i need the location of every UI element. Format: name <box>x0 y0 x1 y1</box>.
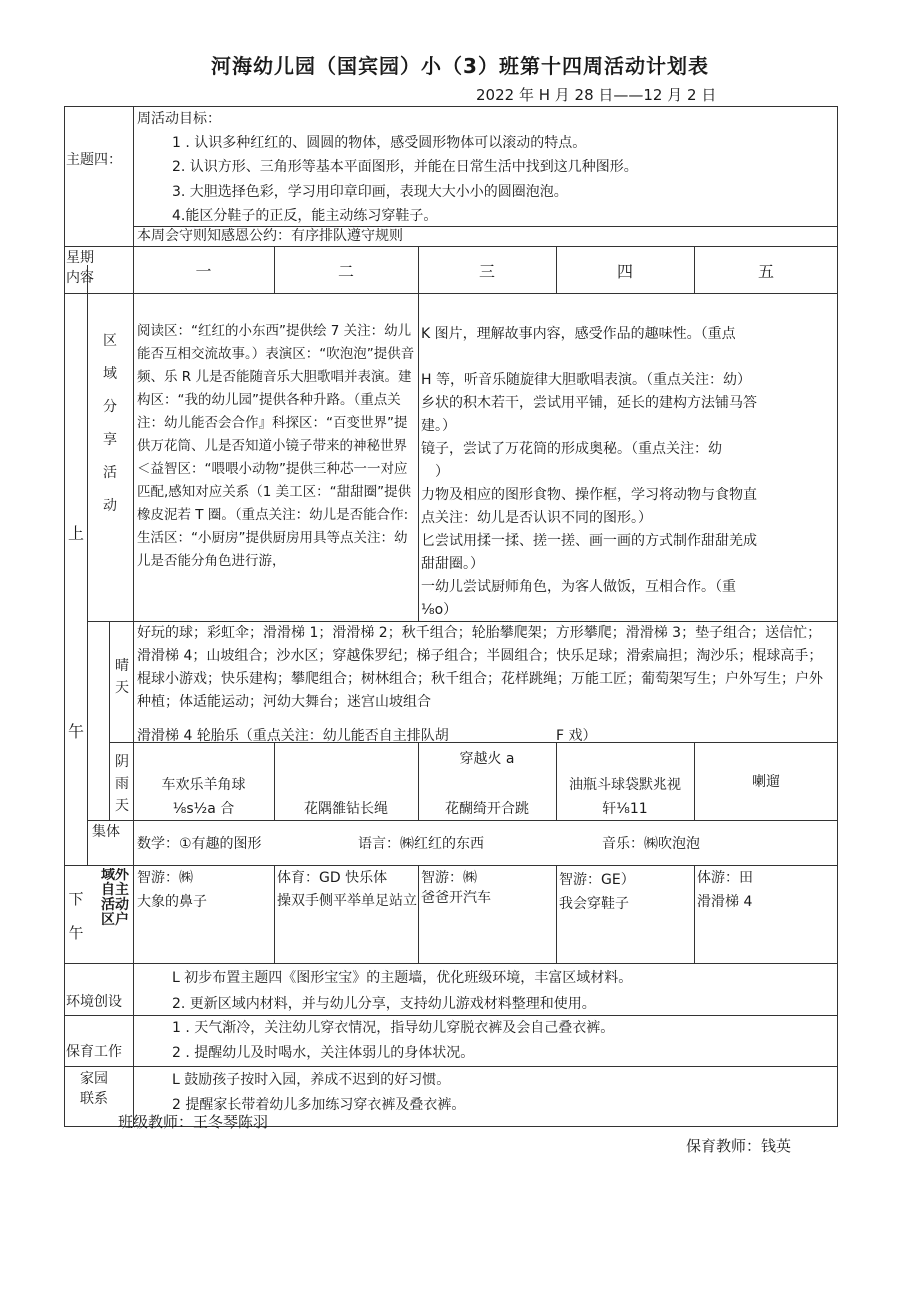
goal-item: 3. 大胆选择色彩，学习用印章印画，表现大大小小的圆圈泡泡。 <box>172 184 568 200</box>
afternoon-fri-2: 滑滑梯 4 <box>697 894 753 910</box>
rainy-thu-1: 油瓶斗球袋默兆视 <box>569 777 681 793</box>
group-music: 音乐：㈱吹泡泡 <box>602 836 700 852</box>
goal-item: 4.能区分鞋子的正反，能主动练习穿鞋子。 <box>172 208 438 224</box>
care-teacher: 保育教师：钱英 <box>686 1137 792 1155</box>
rainy-thu-2: 轩⅛11 <box>602 801 648 817</box>
morning-label-2: 午 <box>68 722 85 741</box>
environment-item: 2. 更新区域内材料，并与幼儿分享，支持幼儿游戏材料整理和使用。 <box>172 996 596 1012</box>
care-item: 2 . 提醒幼儿及时喝水，关注体弱儿的身体状况。 <box>172 1045 475 1061</box>
afternoon-thu-2: 我会穿鞋子 <box>559 896 629 912</box>
rainy-label: 阴 雨 天 <box>115 754 129 814</box>
environment-label: 环境创设 <box>66 994 122 1010</box>
date-range: 2022 年 H 月 28 日——12 月 2 日 <box>476 86 717 104</box>
rainy-tue-2: 花隅雒钻长绳 <box>304 801 388 817</box>
afternoon-wed-1: 智游：㈱ <box>421 870 477 886</box>
rainy-wed-2: 花醐绮开合跳 <box>445 801 529 817</box>
day-wednesday: 三 <box>478 262 495 281</box>
afternoon-mon-1: 智游：㈱ <box>137 870 193 886</box>
care-label: 保育工作 <box>66 1044 122 1060</box>
care-item: 1 . 天气渐冷，关注幼儿穿衣情况，指导幼儿穿脱衣裤及会自己叠衣裤。 <box>172 1020 615 1036</box>
home-item: 2 提醒家长带着幼儿多加练习穿衣裤及叠衣裤。 <box>172 1097 466 1113</box>
home-label-bottom: 联系 <box>80 1091 108 1107</box>
page-title: 河海幼儿园（国宾园）小（3）班第十四周活动计划表 <box>211 54 709 78</box>
afternoon-area-label: 域外自主活动区户 <box>101 868 129 928</box>
environment-item: L 初步布置主题四《图形宝宝》的主题墙，优化班级环境，丰富区域材料。 <box>172 970 633 986</box>
sunny-label: 晴 天 <box>115 658 129 696</box>
weekday-label: 星期 <box>66 250 94 266</box>
afternoon-tue-2: 操双手侧平举单足站立 <box>277 893 417 909</box>
afternoon-thu-1: 智游：GE） <box>559 872 635 888</box>
sunny-extra-b: F 戏） <box>556 728 597 742</box>
rainy-mon-2: ⅛s½a 合 <box>172 801 235 817</box>
theme-label: 主题四： <box>66 152 122 168</box>
area-activity-right: K 图片，理解故事内容，感受作品的趣味性。（重点 H 等，听音乐随旋律大胆歌唱表演。（重点关注：幼） 乡状的积木若干，尝试用平铺，延长的建构方法铺马答 建。） 镜子，尝试了万花筒的形成奥秘。（重点关注：幼 ） 力物及相应的图形食物、操作框，学习将动物与食物直 点关注：幼儿是否认识不同的图形。） 匕尝试用揉一揉、搓一搓、画一画的方式制作甜甜羌成 甜甜圈。） 一幼儿尝试厨师角色，为客人做饭，互相合作。（重 ⅛o） <box>421 326 757 618</box>
group-math: 数学：①有趣的图形 <box>137 836 262 852</box>
afternoon-label: 下 午 <box>68 890 84 942</box>
rainy-fri-1: 喇遛 <box>752 774 780 790</box>
day-monday: 一 <box>195 262 212 281</box>
afternoon-mon-2: 大象的鼻子 <box>137 894 207 910</box>
goal-item: 1 . 认识多种红红的、圆圆的物体，感受圆形物体可以滚动的特点。 <box>172 135 587 151</box>
rainy-mon-1: 车欢乐羊角球 <box>161 777 246 793</box>
morning-label: 上 <box>68 524 85 543</box>
content-label: 内容 <box>66 270 94 286</box>
goal-item: 2. 认识方形、三角形等基本平面图形，并能在日常生活中找到这几种图形。 <box>172 159 638 175</box>
afternoon-tue-1: 体育：GD 快乐体 <box>277 870 388 886</box>
rainy-wed-1: 穿越火 a <box>459 751 515 767</box>
class-teacher: 班级教师：王冬琴陈羽 <box>118 1113 269 1131</box>
afternoon-fri-1: 体游：田 <box>697 870 753 886</box>
group-language: 语言：㈱红红的东西 <box>358 836 484 852</box>
area-activity-left: 阅读区：“红红的小东西”提供绘 7 关注：幼儿能否互相交流故事。）表演区：“吹泡泡”提供音频、乐 R 儿是否能随音乐大胆歌唱并表演。建构区：“我的幼儿园”提供各种升路。（重点关注：幼儿能否会合作』科探区：“百变世界”提供万花筒、儿是否知道小镜子带来的神秘世界＜益智区：“喂喂小动物”提供三种芯一一对应匹配,感知对应关系（1 美工区：“甜甜圈”提供橡皮泥若 T 圈。（重点关注：幼儿是否能合作:生活区：“小厨房”提供厨房用具等点关注：幼儿是否能分角色进行游， <box>137 323 415 569</box>
group-label: 集体 <box>92 824 120 840</box>
home-label-top: 家园 <box>80 1071 108 1087</box>
day-thursday: 四 <box>616 262 633 281</box>
day-friday: 五 <box>757 262 774 281</box>
etiquette-text: 本周会守则知感恩公约：有序排队遵守规则 <box>137 228 403 244</box>
area-activity-label: 区 域 分 享 活 动 <box>103 333 117 514</box>
afternoon-wed-2: 爸爸开汽车 <box>421 890 491 906</box>
day-tuesday: 二 <box>337 262 354 281</box>
goals-title: 周活动目标： <box>137 111 221 127</box>
home-item: L 鼓励孩子按时入园，养成不迟到的好习惯。 <box>172 1072 451 1088</box>
sunny-activities: 好玩的球；彩虹伞；滑滑梯 1；滑滑梯 2；秋千组合；轮胎攀爬架；方形攀爬；滑滑梯 3；垫子组合；送信忙；滑滑梯 4；山坡组合；沙水区；穿越侏罗纪；梯子组合；半圆组合；快乐足球；滑索扁担；淘沙乐；棍球高手；棍球小游戏；快乐建构；攀爬组合；树林组合；秋千组合；花样跳绳；万能工匠；葡萄架写生；户外写生；户外种植；体适能运动；河幼大舞台；迷宫山坡组合 <box>137 625 823 710</box>
sunny-extra-a: 滑滑梯 4 轮胎乐（重点关注：幼儿能否自主排队胡 <box>137 728 449 742</box>
